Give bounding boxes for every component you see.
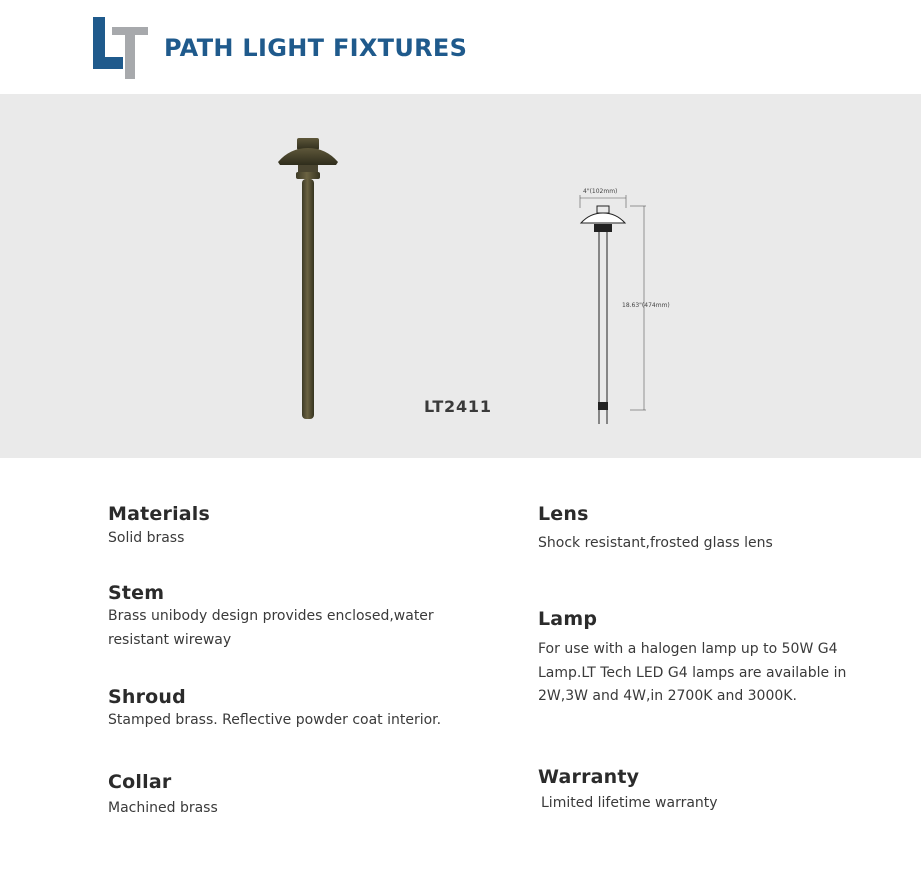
spec-lamp-text-line2: Lamp.LT Tech LED G4 lamps are available in	[538, 664, 847, 681]
spec-lamp	[538, 608, 846, 709]
spec-shroud-text: Stamped brass. Reflective powder coat interior.	[108, 712, 442, 728]
spec-materials	[108, 503, 210, 551]
spec-warranty-text: Limited lifetime warranty	[541, 795, 718, 811]
spec-collar	[108, 771, 218, 821]
spec-warranty	[538, 766, 718, 816]
page-title: PATH LIGHT FIXTURES	[164, 34, 468, 62]
model-number: LT2411	[424, 397, 492, 416]
spec-lamp-heading: Lamp	[538, 608, 598, 630]
spec-collar-text: Machined brass	[108, 800, 218, 816]
product-hero	[0, 94, 921, 458]
page-header	[0, 0, 921, 94]
spec-lens-text: Shock resistant,frosted glass lens	[538, 535, 773, 551]
spec-materials-text: Solid brass	[108, 530, 185, 546]
spec-stem	[108, 582, 434, 652]
spec-lens	[538, 503, 773, 556]
spec-collar-heading: Collar	[108, 771, 172, 793]
dimension-drawing	[570, 188, 690, 424]
spec-shroud-heading: Shroud	[108, 686, 186, 708]
width-dimension-label: 4"(102mm)	[583, 188, 618, 195]
spec-shroud	[108, 686, 441, 733]
spec-warranty-heading: Warranty	[538, 766, 640, 788]
spec-lens-heading: Lens	[538, 503, 589, 525]
spec-lamp-text-line1: For use with a halogen lamp up to 50W G4	[538, 641, 838, 657]
spec-materials-heading: Materials	[108, 503, 211, 525]
spec-stem-text-line1: Brass unibody design provides enclosed,water	[108, 608, 434, 624]
product-photo	[270, 134, 346, 424]
spec-stem-text-line2: resistant wireway	[108, 631, 232, 648]
spec-stem-heading: Stem	[108, 582, 165, 604]
height-dimension-label: 18.63"(474mm)	[622, 302, 670, 309]
lt-logo	[92, 15, 150, 81]
spec-lamp-text-line3: 2W,3W and 4W,in 2700K and 3000K.	[538, 688, 797, 704]
